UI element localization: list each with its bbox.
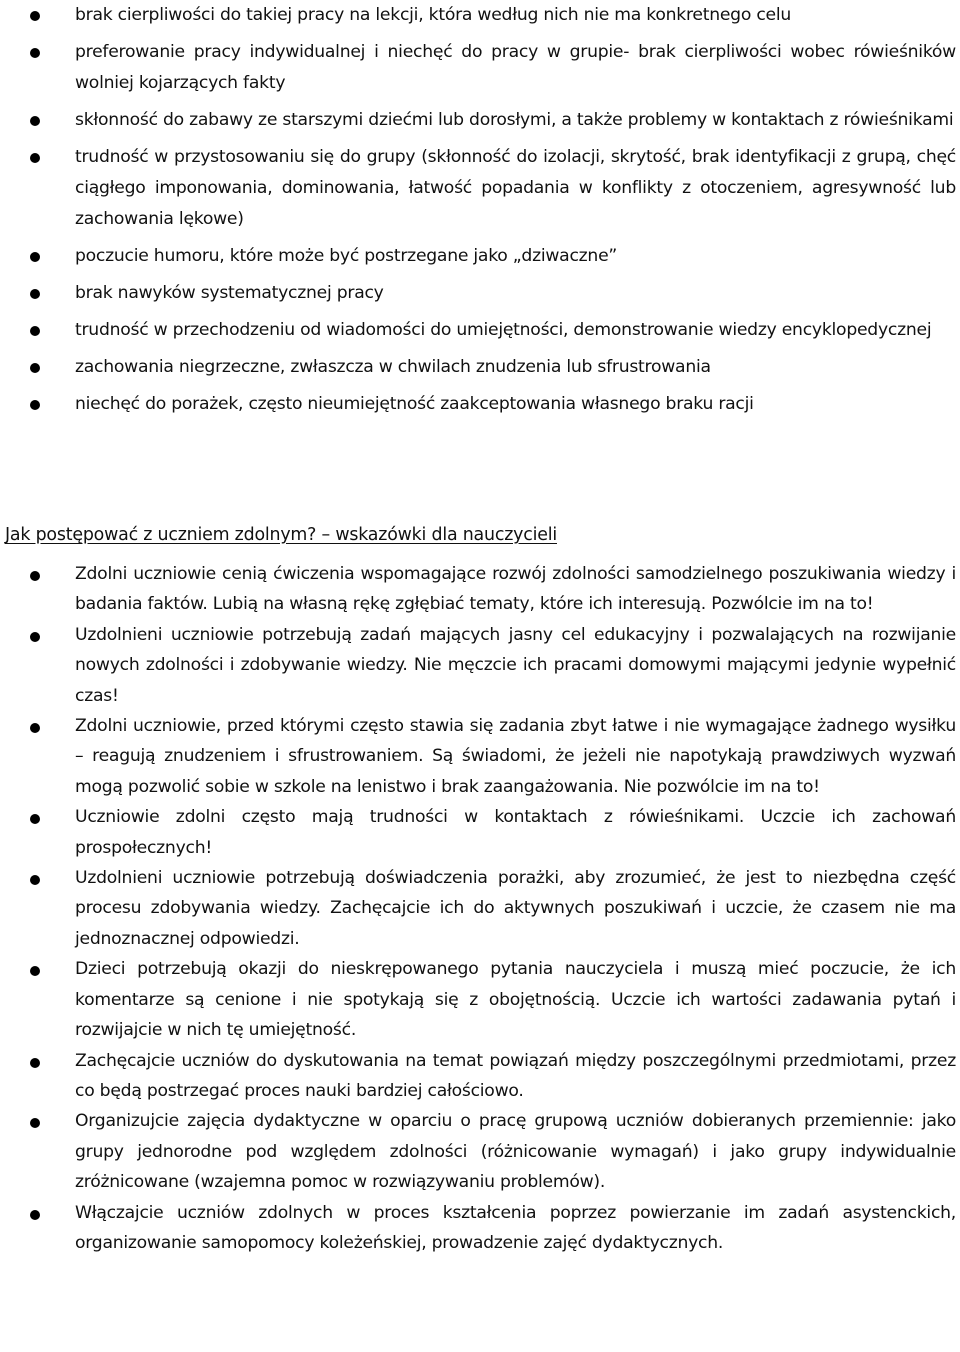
bullet-icon [30, 1210, 40, 1220]
list-item-text: preferowanie pracy indywidualnej i niechęć do pracy w grupie- brak cierpliwości wobec rówieśników wolniej kojarzących fakty [75, 42, 956, 93]
list-item [0, 0, 960, 31]
list-item-text: Dzieci potrzebują okazji do nieskrępowanego pytania nauczyciela i muszą mieć poczucie, że ich komentarze są cenione i nie spotykają się z obojętnością. Uczcie ich wartości zadawania pytań i rozwijajcie w nich tę umiejętność. [75, 959, 956, 1041]
bullet-icon [30, 875, 40, 885]
bullet-icon [30, 571, 40, 581]
list-item [0, 278, 960, 309]
section-heading: Jak postępować z uczniem zdolnym? – wskazówki dla nauczycieli [5, 525, 557, 545]
bullet-icon [30, 363, 40, 373]
list-item [0, 1106, 960, 1197]
list-item-text: Uczniowie zdolni często mają trudności w kontaktach z rówieśnikami. Uczcie ich zachowań prospołecznych! [75, 807, 956, 858]
list-item-text: zachowania niegrzeczne, zwłaszcza w chwilach znudzenia lub sfrustrowania [75, 357, 711, 377]
list-item-text: Uzdolnieni uczniowie potrzebują zadań mających jasny cel edukacyjny i pozwalających na rozwijanie nowych zdolności i zdobywanie wiedzy. Nie męczcie ich pracami domowymi mającymi jedynie wypełnić czas! [75, 624, 956, 706]
bullet-icon [30, 966, 40, 976]
list-item-text: Zdolni uczniowie cenią ćwiczenia wspomagające rozwój zdolności samodzielnego poszukiwania wiedzy i badania faktów. Lubią na własną rękę zgłębiać tematy, które ich interesują. Pozwólcie im na to! [75, 564, 956, 615]
teacher-tips-list [0, 559, 960, 1258]
list-item-text: Uzdolnieni uczniowie potrzebują doświadczenia porażki, aby zrozumieć, że jest to niezbędna część procesu zdobywania wiedzy. Zachęcajcie ich do aktywnych poszukiwań i uczcie, że czasem nie ma jednoznacznej odpowiedzi. [75, 868, 956, 949]
list-item [0, 389, 960, 420]
list-item [0, 142, 960, 235]
difficulties-list [0, 0, 960, 426]
list-item-text: skłonność do zabawy ze starszymi dziećmi lub dorosłymi, a także problemy w kontaktach z rówieśnikami [75, 110, 954, 130]
bullet-icon [30, 252, 40, 262]
list-item-text: Organizujcie zajęcia dydaktyczne w oparciu o pracę grupową uczniów dobieranych przemiennie: jako grupy jednorodne pod względem zdolności (różnicowanie wymagań) i jako grupy indywidualnie zróżnicowane (wzajemna pomoc w rozwiązywaniu problemów). [75, 1111, 956, 1193]
list-item-text: trudność w przystosowaniu się do grupy (skłonność do izolacji, skrytość, brak identyfikacji z grupą, chęć ciągłego imponowania, dominowania, łatwość popadania w konflikty z otoczeniem, agresywność lub zachowania lękowe) [75, 147, 956, 229]
list-item [0, 620, 960, 711]
list-item [0, 1198, 960, 1259]
list-item-text: niechęć do porażek, często nieumiejętność zaakceptowania własnego braku racji [75, 394, 754, 414]
bullet-icon [30, 1058, 40, 1068]
bullet-icon [30, 116, 40, 126]
list-item [0, 1046, 960, 1107]
list-item [0, 711, 960, 802]
bullet-icon [30, 814, 40, 824]
list-item [0, 241, 960, 272]
list-item-text: Zdolni uczniowie, przed którymi często stawia się zadania zbyt łatwe i nie wymagające żadnego wysiłku – reagują znudzeniem i sfrustrowaniem. Są świadomi, że jeżeli nie napotykają prawdziwych wyzwań mogą pozwolić sobie w szkole na lenistwo i brak zaangażowania. Nie pozwólcie im na to! [75, 716, 956, 797]
list-item-text: poczucie humoru, które może być postrzegane jako „dziwaczne” [75, 246, 618, 266]
bullet-icon [30, 153, 40, 163]
list-item [0, 352, 960, 383]
bullet-icon [30, 632, 40, 642]
list-item-text: Zachęcajcie uczniów do dyskutowania na temat powiązań między poszczególnymi przedmiotami, przez co będą postrzegać proces nauki bardziej całościowo. [75, 1050, 956, 1101]
list-item-text: Włączajcie uczniów zdolnych w proces kształcenia poprzez powierzanie im zadań asystenckich, organizowanie samopomocy koleżeńskiej, prowadzenie zajęć dydaktycznych. [75, 1202, 956, 1253]
list-item [0, 863, 960, 954]
list-item [0, 559, 960, 620]
bullet-icon [30, 723, 40, 733]
bullet-icon [30, 400, 40, 410]
list-item-text: brak cierpliwości do takiej pracy na lekcji, która według nich nie ma konkretnego celu [75, 5, 792, 25]
list-item [0, 802, 960, 863]
list-item [0, 954, 960, 1045]
list-item [0, 105, 960, 136]
bullet-icon [30, 1118, 40, 1128]
list-item [0, 37, 960, 99]
bullet-icon [30, 48, 40, 58]
list-item [0, 315, 960, 346]
list-item-text: brak nawyków systematycznej pracy [75, 283, 384, 303]
bullet-icon [30, 326, 40, 336]
list-item-text: trudność w przechodzeniu od wiadomości do umiejętności, demonstrowanie wiedzy encyklopedycznej [75, 320, 932, 340]
bullet-icon [30, 289, 40, 299]
bullet-icon [30, 11, 40, 21]
